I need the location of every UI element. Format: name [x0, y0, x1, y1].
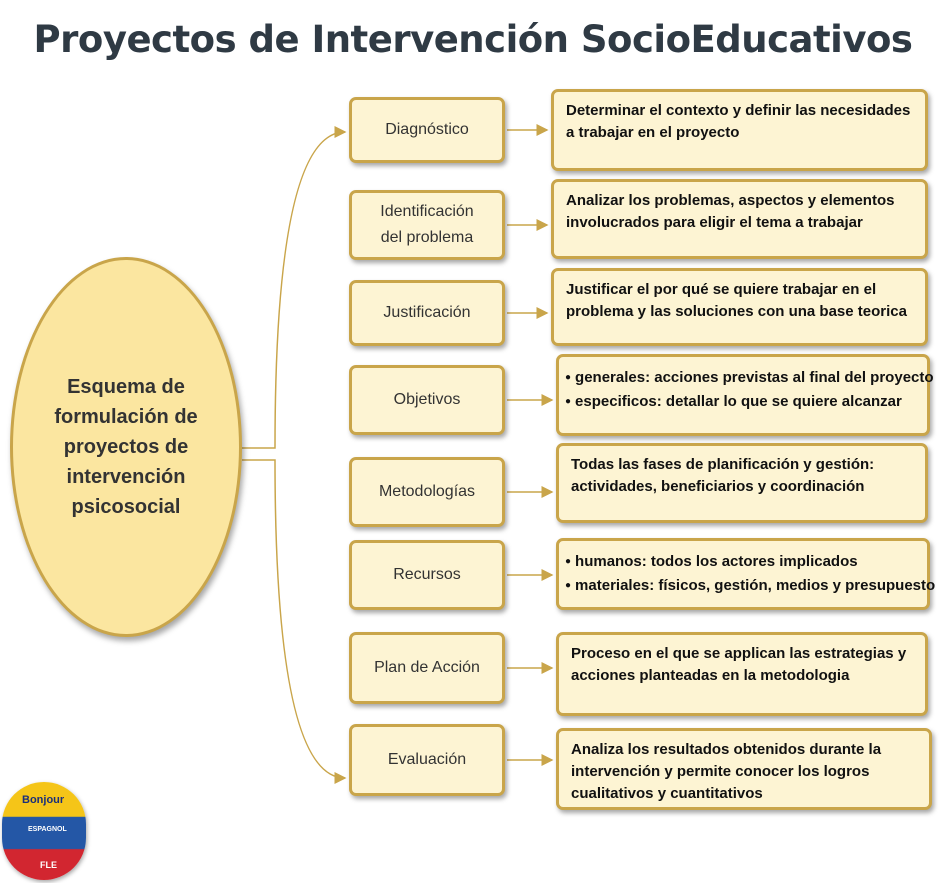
description-line: intervención y permite conocer los logros	[571, 763, 870, 780]
description-line: Analiza los resultados obtenidos durante la	[571, 741, 882, 758]
description-line: Proceso en el que se applican las estrategias y	[571, 645, 907, 662]
description-line: cualitativos y cuantitativos	[571, 785, 763, 802]
description-line: problema y las soluciones con una base teorica	[566, 303, 907, 320]
center-label: Esquema de formulación de proyectos de intervención psicosocial	[54, 376, 198, 518]
center-oval	[10, 257, 242, 637]
step-box: Diagnóstico	[349, 97, 505, 163]
step-box: Objetivos	[349, 365, 505, 435]
step-box: Evaluación	[349, 724, 505, 796]
step-arrows	[507, 130, 552, 760]
step-box: Plan de Acción	[349, 632, 505, 704]
step-box: Identificación del problema	[349, 190, 505, 260]
description-line: acciones planteadas en la metodologia	[571, 667, 850, 684]
step-box: Justificación	[349, 280, 505, 346]
trunk-line-bottom	[242, 460, 345, 778]
description-box	[551, 89, 928, 171]
description-line: Determinar el contexto y definir las necesidades	[566, 102, 911, 119]
description-box	[556, 632, 928, 716]
step-box: Metodologías	[349, 457, 505, 527]
description-line: a trabajar en el proyecto	[566, 124, 740, 141]
description-line: Todas las fases de planificación y gestión:	[571, 456, 875, 473]
description-line: Analizar los problemas, aspectos y elementos	[566, 192, 895, 209]
trunk-line-top	[242, 132, 345, 448]
description-bullet: ● humanos: todos los actores implicados	[565, 551, 917, 575]
description-bullet: ● generales: acciones previstas al final del proyecto	[565, 367, 917, 391]
description-bullet: ● especificos: detallar lo que se quiere alcanzar	[565, 391, 917, 415]
description-line: involucrados para eligir el tema a trabajar	[566, 214, 863, 231]
description-line: actividades, beneficiarios y coordinación	[571, 478, 865, 495]
description-bullet: ● materiales: físicos, gestión, medios y presupuesto	[565, 575, 917, 599]
description-box	[551, 179, 928, 259]
description-box	[556, 728, 932, 810]
logo-middle-text: ESPAGNOL	[28, 826, 67, 833]
logo-bottom-text: FLE	[40, 860, 57, 870]
logo	[2, 782, 86, 880]
step-box: Recursos	[349, 540, 505, 610]
description-line: Justificar el por qué se quiere trabajar en el	[566, 281, 877, 298]
description-box	[556, 538, 936, 610]
logo-top-text: Bonjour	[22, 794, 65, 806]
page-title: Proyectos de Intervención SocioEducativos	[33, 18, 913, 61]
description-box	[551, 268, 928, 346]
description-box	[556, 443, 928, 523]
description-box	[556, 354, 934, 436]
